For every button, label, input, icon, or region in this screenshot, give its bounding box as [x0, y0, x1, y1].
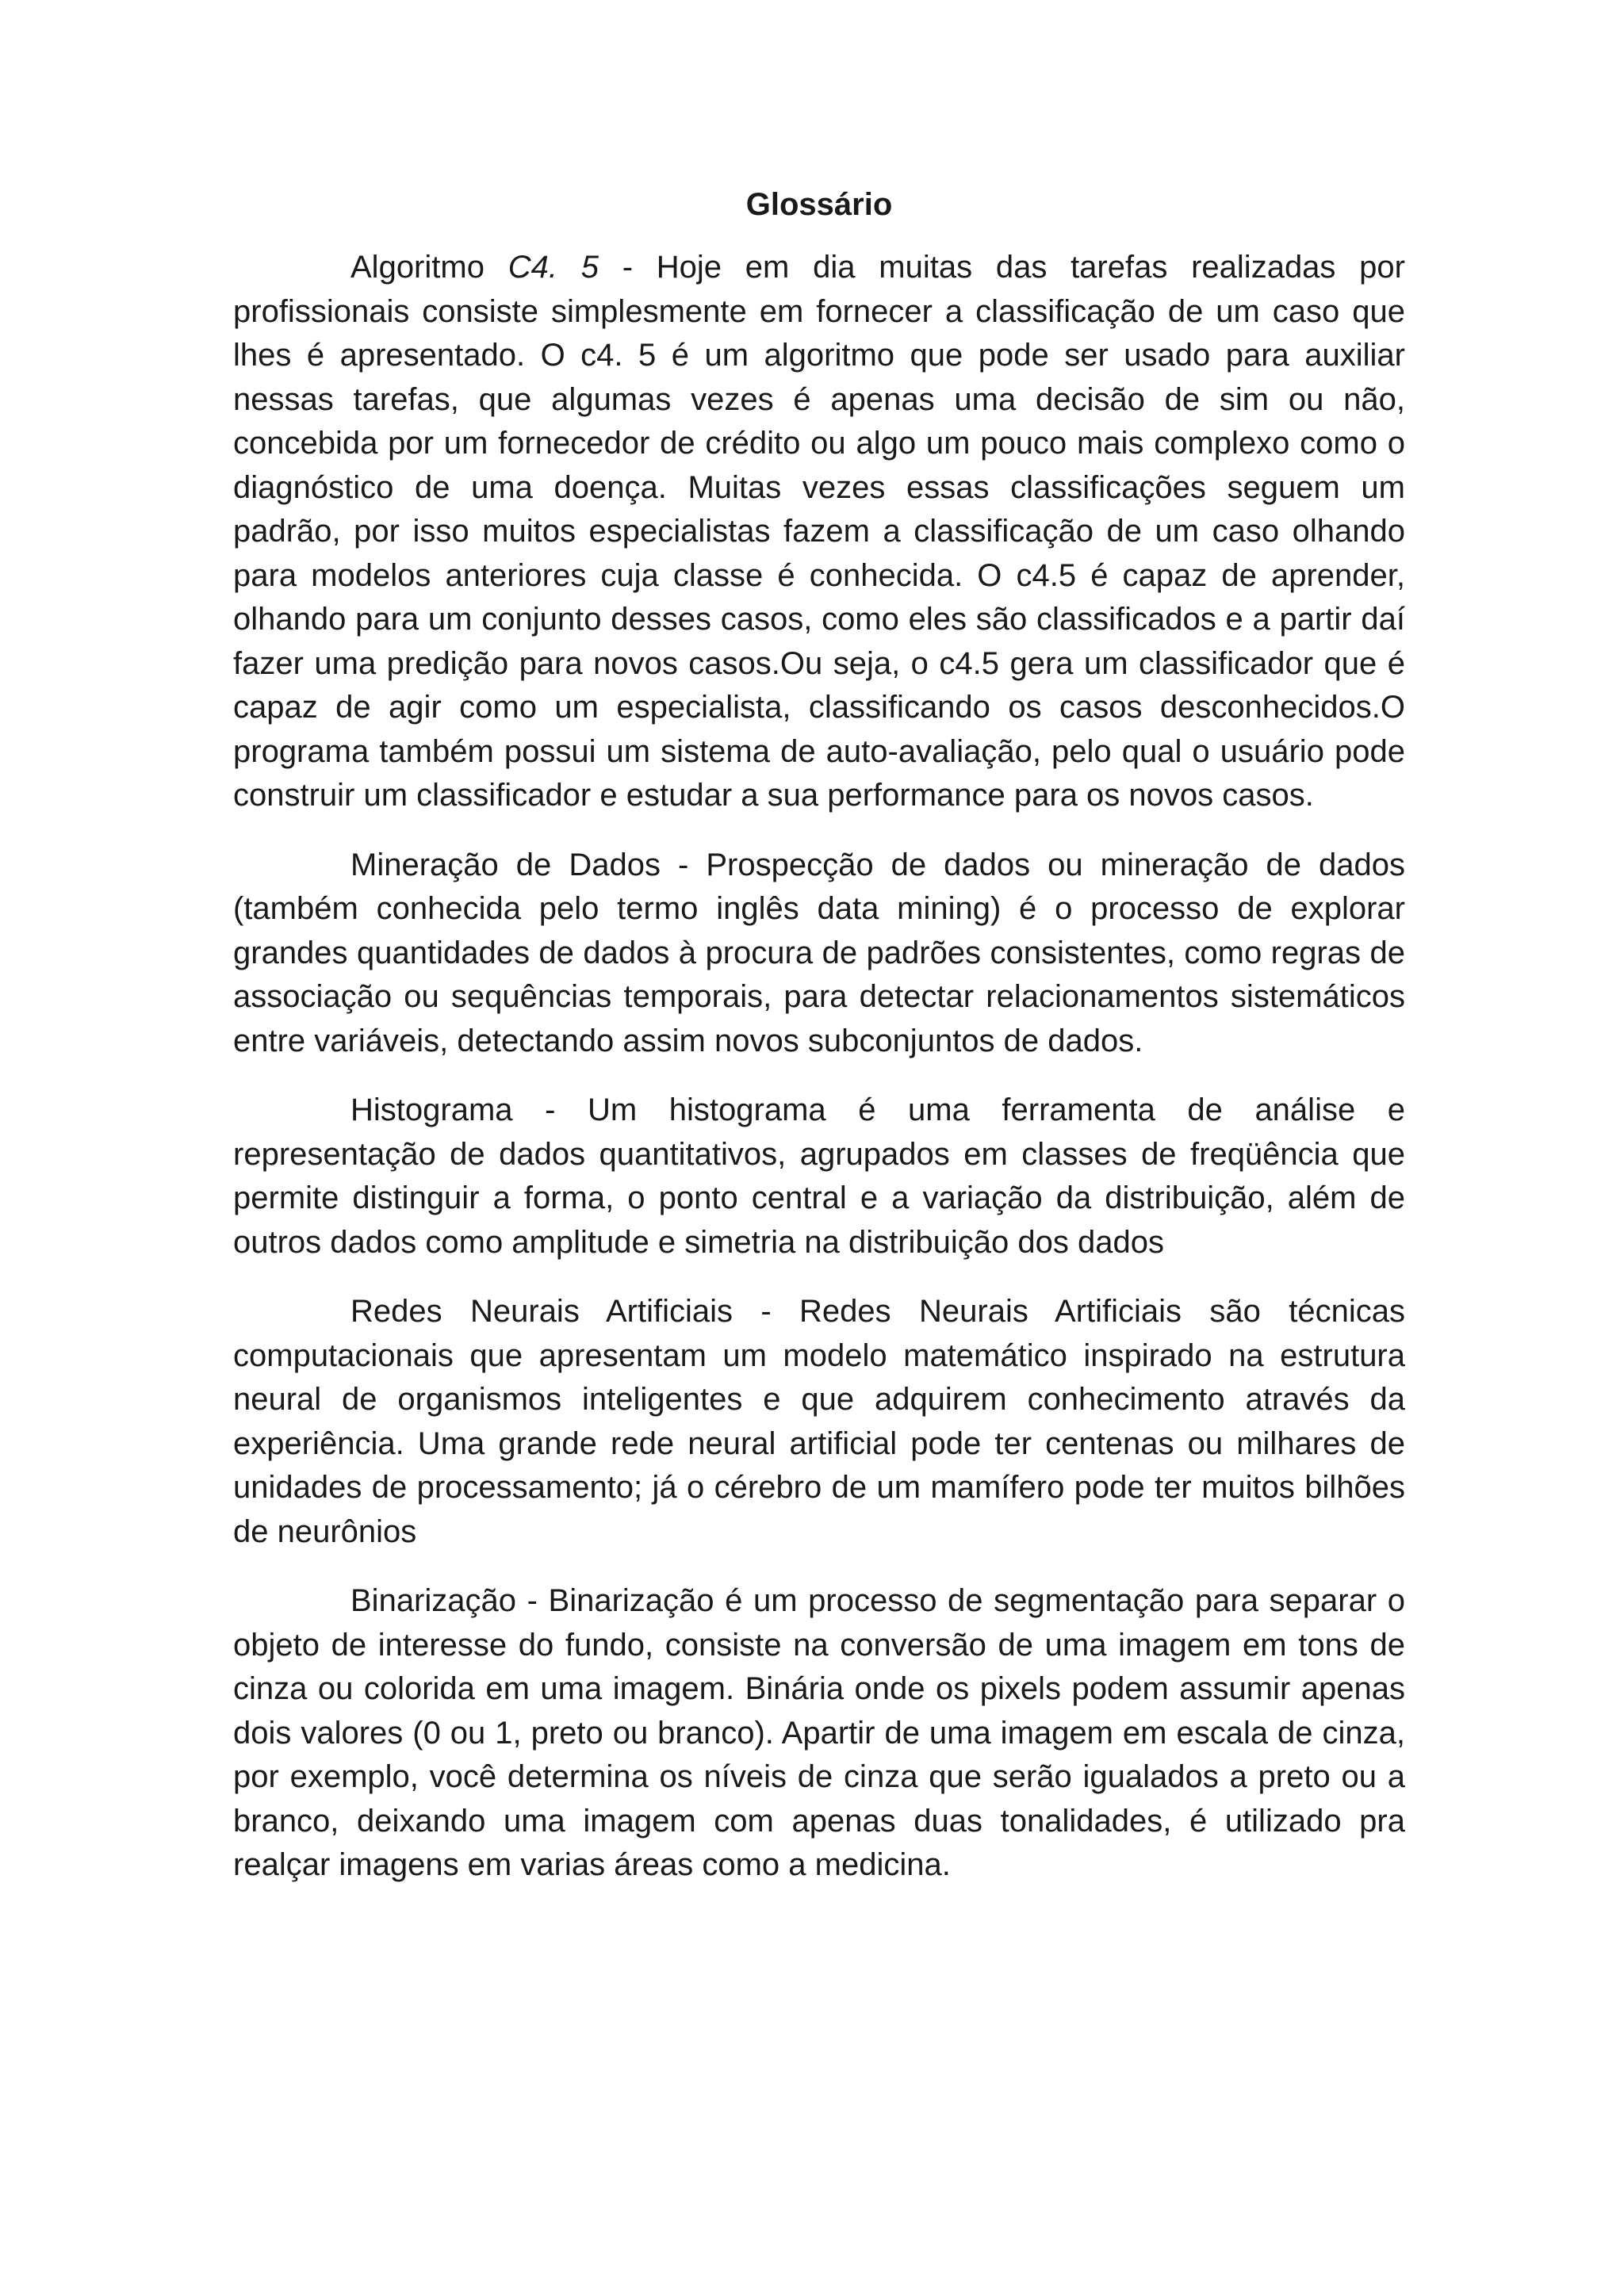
term-separator: -: [516, 1583, 549, 1618]
glossary-entry-c45: [233, 246, 1405, 818]
term-separator: -: [598, 250, 657, 285]
term-separator: -: [512, 1093, 588, 1127]
document-page: [233, 182, 1405, 1913]
glossary-term: Binarização: [350, 1583, 517, 1618]
glossary-entry-binarizacao: [233, 1579, 1405, 1888]
glossary-definition: Redes Neurais Artificiais são técnicas computacionais que apresentam um modelo matemático inspirado na estrutura neural de organismos inteligentes e que adquirem conhecimento através da experiência. Uma grande rede neural artificial pode ter centenas ou milhares de unidades de processamento; já o cérebro de um mamífero pode ter muitos bilhões de neurônios: [233, 1294, 1405, 1549]
glossary-definition: Binarização é um processo de segmentação para separar o objeto de interesse do fundo, consiste na conversão de uma imagem em tons de cinza ou colorida em uma imagem. Binária onde os pixels podem assumir apenas dois valores (0 ou 1, preto ou branco). Apartir de uma imagem em escala de cinza, por exemplo, você determina os níveis de cinza que serão igualados a preto ou a branco, deixando uma imagem com apenas duas tonalidades, é utilizado pra realçar imagens em varias áreas como a medicina.: [233, 1583, 1405, 1882]
glossary-term: [350, 250, 599, 285]
term-separator: -: [733, 1294, 800, 1329]
glossary-term: Mineração de Dados: [350, 847, 661, 882]
page-title: Glossário: [745, 187, 893, 222]
glossary-entry-histograma: [233, 1089, 1405, 1265]
glossary-entry-redes-neurais: [233, 1290, 1405, 1554]
glossary-term: Redes Neurais Artificiais: [350, 1294, 733, 1329]
glossary-entry-mineracao: [233, 844, 1405, 1064]
glossary-definition: Hoje em dia muitas das tarefas realizadas por profissionais consiste simplesmente em fornecer a classificação de um caso que lhes é apresentado. O c4. 5 é um algoritmo que pode ser usado para auxiliar nessas tarefas, que algumas vezes é apenas uma decisão de sim ou não, concebida por um fornecedor de crédito ou algo um pouco mais complexo como o diagnóstico de uma doença. Muitas vezes essas classificações seguem um padrão, por isso muitos especialistas fazem a classificação de um caso olhando para modelos anteriores cuja classe é conhecida. O c4.5 é capaz de aprender, olhando para um conjunto desses casos, como eles são classificados e a partir daí fazer uma predição para novos casos.Ou seja, o c4.5 gera um classificador que é capaz de agir como um especialista, classificando os casos desconhecidos.O programa também possui um sistema de auto-avaliação, pelo qual o usuário pode construir um classificador e estudar a sua performance para os novos casos.: [233, 250, 1405, 813]
term-italic: C4. 5: [508, 250, 599, 285]
glossary-definition: Um histograma é uma ferramenta de análise e representação de dados quantitativos, agrupados em classes de freqüência que permite distinguir a forma, o ponto central e a variação da distribuição, além de outros dados como amplitude e simetria na distribuição dos dados: [233, 1093, 1406, 1260]
glossary-definition: Prospecção de dados ou mineração de dados (também conhecida pelo termo inglês data mining) é o processo de explorar grandes quantidades de dados à procura de padrões consistentes, como regras de associação ou sequências temporais, para detectar relacionamentos sistemáticos entre variáveis, detectando assim novos subconjuntos de dados.: [233, 847, 1405, 1058]
glossary-term: Histograma: [350, 1093, 513, 1127]
term-prefix: Algoritmo: [350, 250, 508, 285]
term-separator: -: [660, 847, 707, 882]
